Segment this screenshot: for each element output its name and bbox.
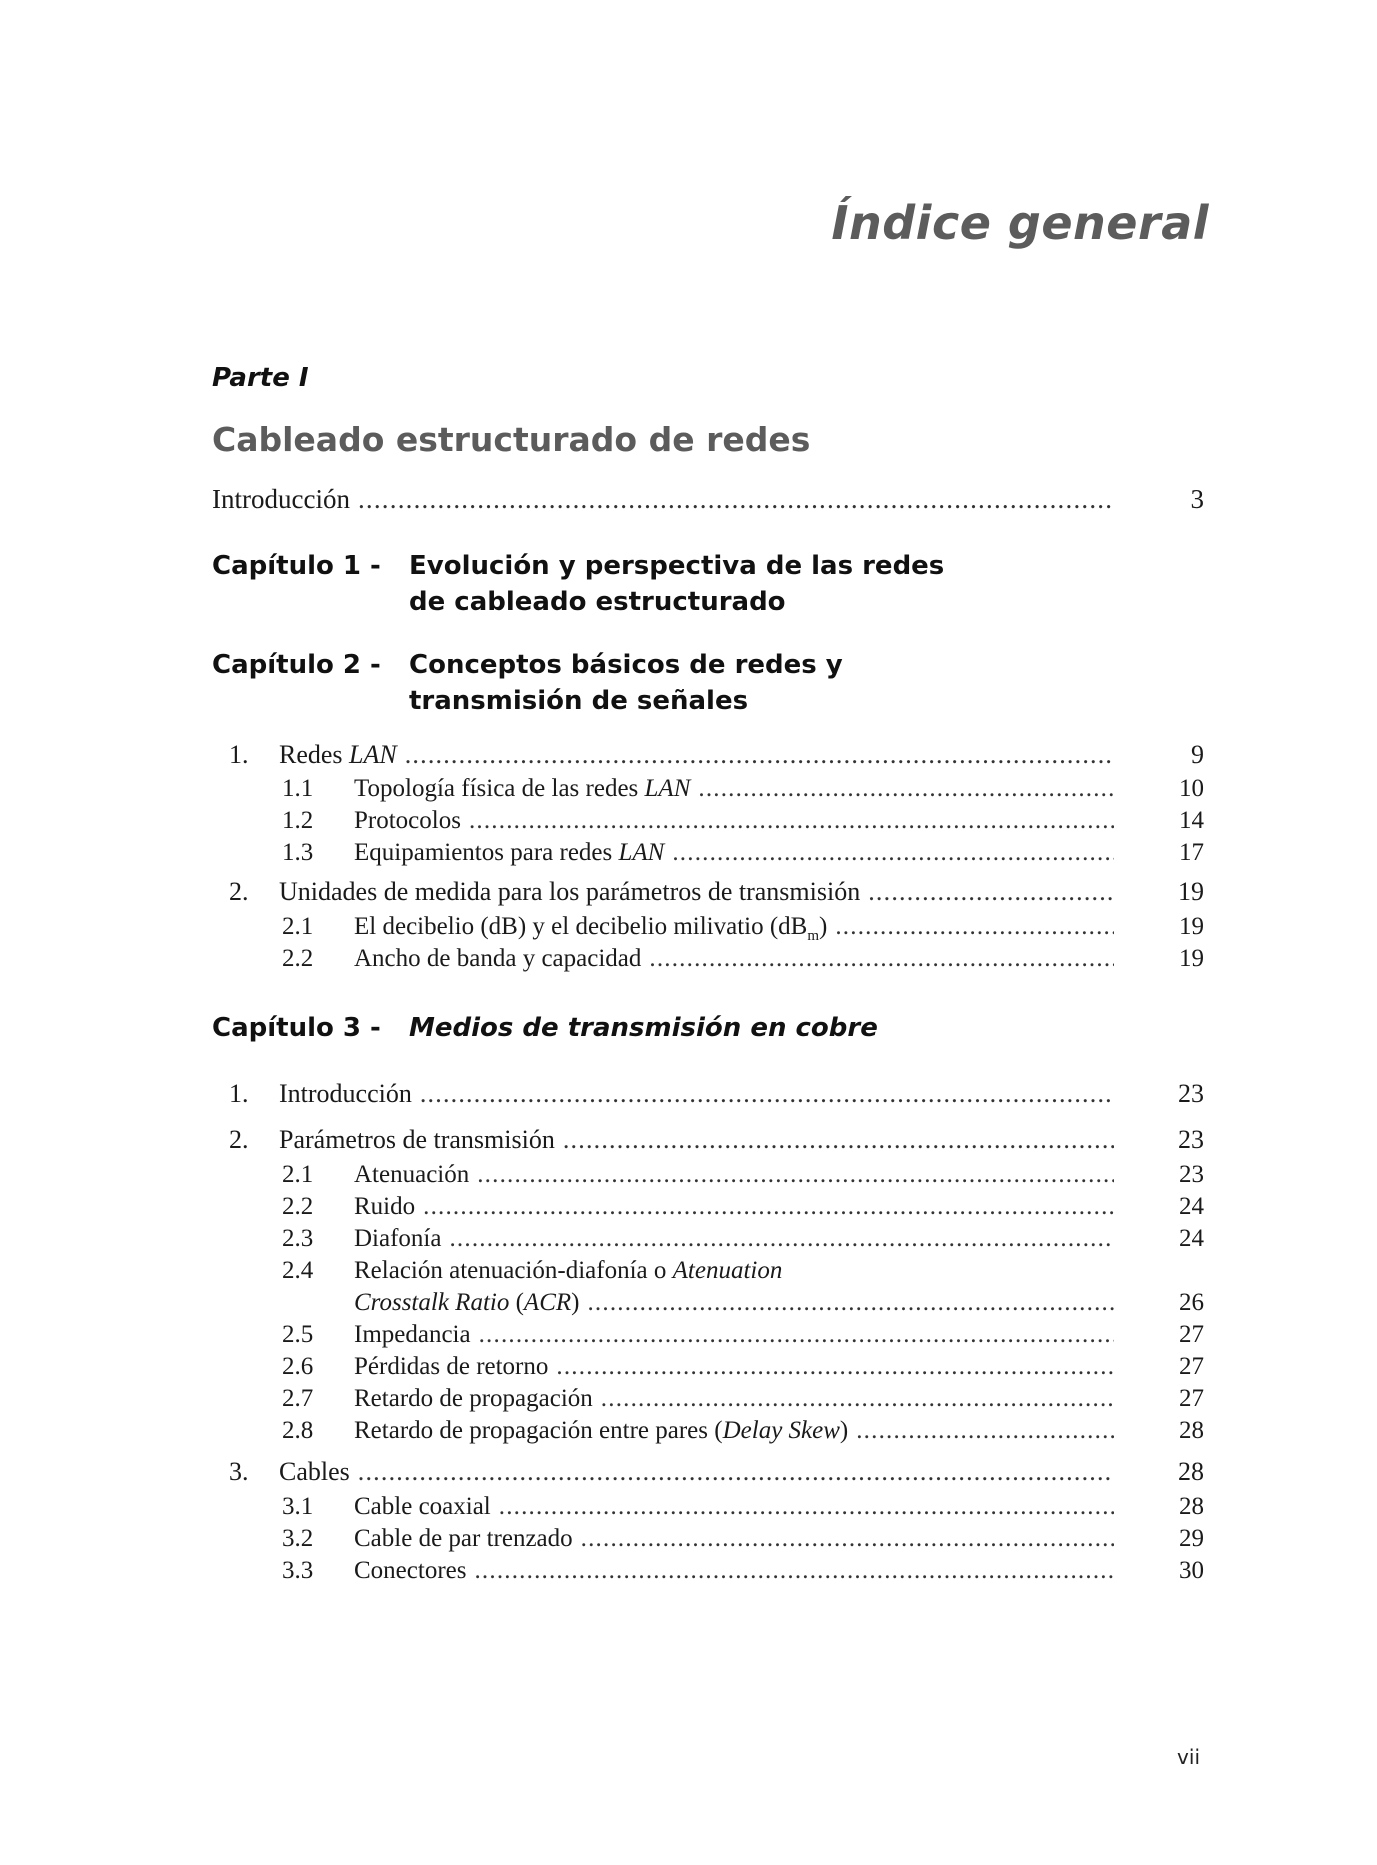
toc-entry-number: 3.2 <box>282 1525 314 1552</box>
toc-entry-italic: Delay Skew <box>722 1417 840 1444</box>
toc-entry-text: Diafonía <box>354 1225 442 1252</box>
chapter-title-line1: Evolución y perspectiva de las redes <box>409 551 945 581</box>
toc-entry-text: Protocolos <box>354 807 461 834</box>
toc-entry-number: 2.3 <box>282 1225 314 1252</box>
part-title: Cableado estructurado de redes <box>212 420 811 459</box>
chapter-3-heading <box>212 1010 878 1046</box>
toc-page-number: 27 <box>1179 1385 1204 1412</box>
toc-entry <box>282 1289 1204 1323</box>
dot-leader <box>499 1493 1114 1521</box>
toc-page-number: 3 <box>1190 484 1204 514</box>
toc-entry-number: 1.3 <box>282 839 314 866</box>
toc-entry <box>229 1125 1204 1159</box>
toc-entry <box>282 775 1204 809</box>
toc-entry <box>229 740 1204 774</box>
toc-page-number: 28 <box>1179 1417 1204 1444</box>
toc-entry-line1 <box>282 1257 782 1285</box>
toc-page-number: 19 <box>1178 877 1204 906</box>
toc-page-number: 28 <box>1178 1457 1204 1486</box>
toc-entry-text-after: ) <box>571 1289 580 1316</box>
toc-entry-number: 2. <box>229 1125 249 1154</box>
dot-leader <box>856 1417 1114 1445</box>
toc-entry <box>282 913 1204 947</box>
toc-entry-number: 1.1 <box>282 775 314 802</box>
toc-page-number: 19 <box>1179 913 1204 940</box>
toc-page-number: 26 <box>1179 1289 1204 1316</box>
toc-entry-number: 1. <box>229 740 249 769</box>
toc-entry-italic: LAN <box>618 839 665 866</box>
toc-entry-number: 2.1 <box>282 1161 314 1188</box>
dot-leader <box>698 775 1114 803</box>
toc-entry <box>282 1225 1204 1259</box>
toc-entry <box>229 1079 1204 1113</box>
toc-page-number: 30 <box>1179 1557 1204 1584</box>
chapter-title-line1: Conceptos básicos de redes y <box>409 650 843 680</box>
toc-entry <box>282 1525 1204 1559</box>
toc-entry <box>229 877 1204 911</box>
dot-leader <box>477 1161 1114 1189</box>
toc-entry-text: Conectores <box>354 1557 467 1584</box>
toc-page-number: 17 <box>1179 839 1204 866</box>
page-title: Índice general <box>831 196 1209 250</box>
toc-entry-text: Cable de par trenzado <box>354 1525 573 1552</box>
toc-entry-italic: LAN <box>349 740 397 769</box>
dot-leader <box>405 740 1114 770</box>
toc-entry-text: Unidades de medida para los parámetros de transmisión <box>279 877 861 906</box>
toc-entry-number: 1. <box>229 1079 249 1108</box>
toc-page-number: 23 <box>1178 1125 1204 1154</box>
dot-leader <box>672 839 1114 867</box>
toc-entry-text: Introducción <box>279 1079 412 1108</box>
toc-entry-text: Relación atenuación-diafonía o <box>354 1257 673 1284</box>
dot-leader <box>469 807 1114 835</box>
toc-page-number: 28 <box>1179 1493 1204 1520</box>
toc-entry-text: El decibelio (dB) y el decibelio milivatio (dB <box>354 913 808 940</box>
toc-entry-text: Impedancia <box>354 1321 471 1348</box>
dot-leader <box>358 1457 1114 1487</box>
dot-leader <box>563 1125 1114 1155</box>
toc-entry-text: Equipamientos para redes <box>354 839 619 866</box>
toc-entry <box>282 1385 1204 1419</box>
toc-entry-number: 3.3 <box>282 1557 314 1584</box>
toc-entry-text: ( <box>509 1289 524 1316</box>
dot-leader <box>601 1385 1114 1413</box>
toc-page-number: 27 <box>1179 1321 1204 1348</box>
toc-page-number: 23 <box>1178 1079 1204 1108</box>
toc-entry <box>282 1353 1204 1387</box>
toc-page-number: 9 <box>1191 740 1204 769</box>
toc-entry <box>282 945 1204 979</box>
dot-leader <box>835 913 1114 941</box>
dot-leader <box>423 1193 1114 1221</box>
toc-entry-text: Retardo de propagación entre pares ( <box>354 1417 723 1444</box>
dot-leader <box>479 1321 1114 1349</box>
dot-leader <box>868 877 1114 907</box>
chapter-label: Capítulo 1 - <box>212 551 381 581</box>
toc-page-number: 23 <box>1179 1161 1204 1188</box>
toc-entry <box>282 1557 1204 1591</box>
toc-entry-text-after: ) <box>839 1417 849 1444</box>
toc-entry <box>282 1493 1204 1527</box>
toc-entry-text: Atenuación <box>354 1161 470 1188</box>
chapter-title-line1: Medios de transmisión en cobre <box>409 1013 878 1043</box>
chapter-label: Capítulo 2 - <box>212 650 381 680</box>
toc-page-number: 10 <box>1179 775 1204 802</box>
dot-leader <box>449 1225 1114 1253</box>
toc-entry-text: Pérdidas de retorno <box>354 1353 549 1380</box>
toc-entry-number: 2.4 <box>282 1257 314 1284</box>
toc-entry-text: Cables <box>279 1457 350 1486</box>
toc-entry-number: 2.1 <box>282 913 314 940</box>
toc-entry-number: 2.8 <box>282 1417 314 1444</box>
toc-entry-text: Introducción <box>212 484 350 514</box>
dot-leader <box>556 1353 1114 1381</box>
toc-entry-text: Ancho de banda y capacidad <box>354 945 642 972</box>
toc-entry <box>282 1193 1204 1227</box>
toc-entry <box>282 1321 1204 1355</box>
toc-entry-italic: Atenuation <box>672 1257 783 1284</box>
toc-entry-number: 2.7 <box>282 1385 314 1412</box>
dot-leader <box>358 484 1114 515</box>
toc-entry-text: Parámetros de transmisión <box>279 1125 555 1154</box>
toc-page-number: 27 <box>1179 1353 1204 1380</box>
page-folio: vii <box>1177 1745 1200 1769</box>
toc-entry-italic: Crosstalk Ratio <box>354 1289 510 1316</box>
toc-entry <box>229 1457 1204 1491</box>
toc-entry-text-after: ) <box>819 913 828 940</box>
toc-entry-italic: ACR <box>523 1289 572 1316</box>
subscript: m <box>807 928 820 944</box>
toc-entry-number: 2.2 <box>282 945 314 972</box>
dot-leader <box>587 1289 1114 1317</box>
chapter-title-line2: transmisión de señales <box>409 686 749 716</box>
dot-leader <box>474 1557 1114 1585</box>
toc-entry-text: Redes <box>279 740 350 769</box>
toc-entry-text: Topología física de las redes <box>354 775 645 802</box>
toc-entry-number: 2.6 <box>282 1353 314 1380</box>
part-label: Parte I <box>212 363 309 393</box>
toc-entry <box>282 839 1204 873</box>
toc-entry <box>282 807 1204 841</box>
toc-entry-text: Cable coaxial <box>354 1493 491 1520</box>
chapter-1-heading <box>212 548 944 620</box>
dot-leader <box>581 1525 1114 1553</box>
toc-page-number: 29 <box>1179 1525 1204 1552</box>
dot-leader <box>649 945 1114 973</box>
toc-entry-number: 3. <box>229 1457 249 1486</box>
toc-entry-number: 2.5 <box>282 1321 314 1348</box>
toc-entry-text: Retardo de propagación <box>354 1385 593 1412</box>
chapter-2-heading <box>212 647 843 719</box>
toc-entry-number: 3.1 <box>282 1493 314 1520</box>
toc-entry-introduccion <box>212 484 1204 518</box>
toc-entry-number: 1.2 <box>282 807 314 834</box>
toc-page-number: 24 <box>1179 1193 1204 1220</box>
toc-page-number: 19 <box>1179 945 1204 972</box>
chapter-title-line2: de cableado estructurado <box>409 587 786 617</box>
toc-entry <box>282 1161 1204 1195</box>
dot-leader <box>420 1079 1114 1109</box>
toc-page-number: 14 <box>1179 807 1204 834</box>
chapter-label: Capítulo 3 - <box>212 1013 381 1043</box>
toc-entry-number: 2.2 <box>282 1193 314 1220</box>
toc-entry-text: Ruido <box>354 1193 416 1220</box>
toc-entry-italic: LAN <box>644 775 691 802</box>
toc-entry-number: 2. <box>229 877 249 906</box>
toc-page-number: 24 <box>1179 1225 1204 1252</box>
toc-entry <box>282 1417 1204 1451</box>
